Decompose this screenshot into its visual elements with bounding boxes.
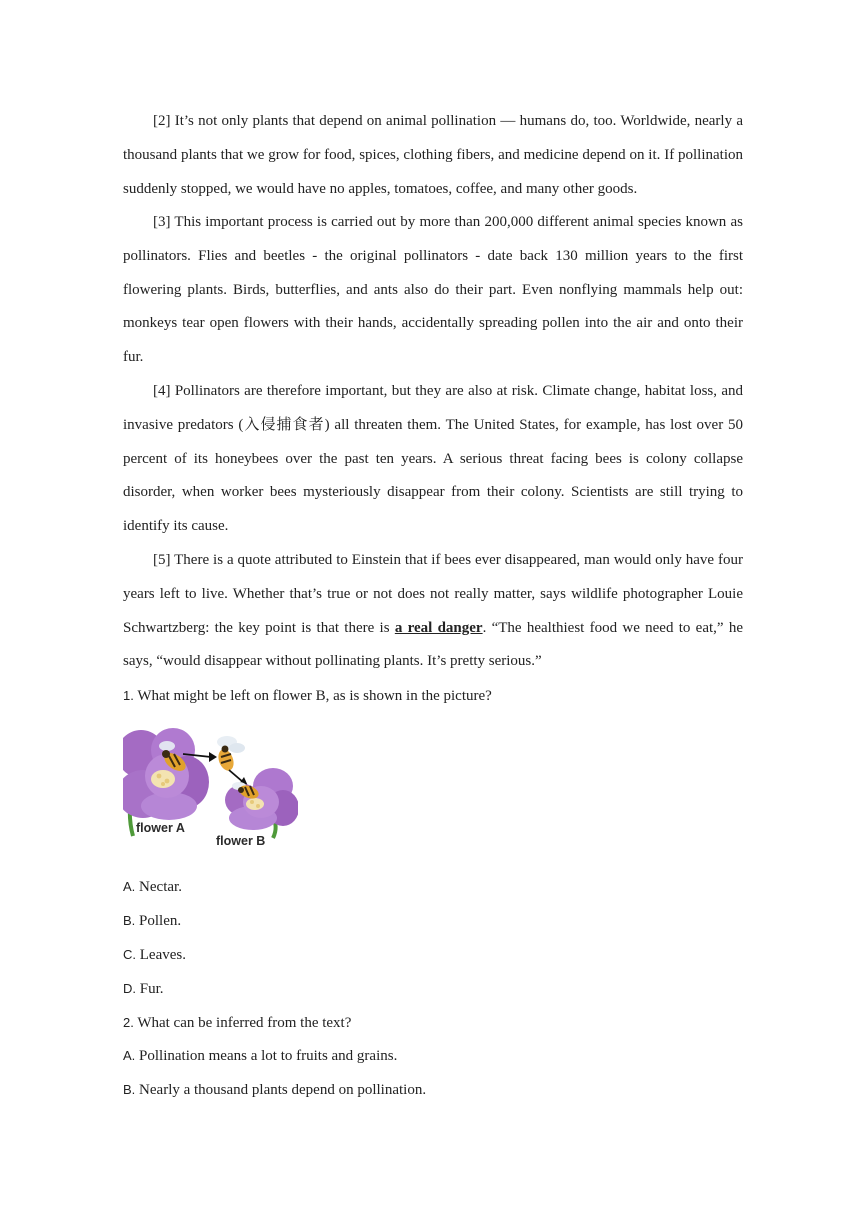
option-text: Pollination means a lot to fruits and grains. bbox=[135, 1048, 398, 1064]
pollination-figure bbox=[123, 724, 298, 852]
paragraph-2: [2] It’s not only plants that depend on animal pollination — humans do, too. Worldwide, nearly a thousand plants that we grow for food, spices, clothing fibers, and medicine depend on it. If pollination suddenly stopped, we would have no apples, tomatoes, coffee, and many other goods. bbox=[123, 113, 743, 197]
option-letter: C. bbox=[123, 947, 136, 962]
option-1b bbox=[123, 911, 181, 931]
option-2a bbox=[123, 1046, 397, 1066]
option-1a bbox=[123, 877, 182, 897]
option-1d bbox=[123, 979, 164, 999]
question-number: 1. bbox=[123, 688, 134, 703]
question-text: What can be inferred from the text? bbox=[133, 1015, 352, 1031]
bee-flying-icon bbox=[216, 736, 245, 773]
option-letter: A. bbox=[123, 1048, 136, 1063]
flower-b-label: flower B bbox=[216, 834, 266, 848]
option-text: Leaves. bbox=[136, 947, 186, 963]
question-1 bbox=[123, 686, 492, 706]
paragraph-5 bbox=[123, 544, 743, 679]
paragraph-5-text-b: . “The healthiest food we need to eat,” he says, “would disappear without pollinating plants. It’s pretty serious.” bbox=[123, 619, 743, 670]
question-text: What might be left on flower B, as is shown in the picture? bbox=[133, 688, 492, 704]
paragraph-3: [3] This important process is carried out by more than 200,000 different animal species known as pollinators. Flies and beetles - the original pollinators - date back 130 million years to the first flowering plants. Birds, butterflies, and ants also do their part. Even nonflying mammals help out: monkeys tear open flowers with their hands, accidentally spreading pollen into the air and onto their fur. bbox=[123, 214, 743, 366]
option-letter: A. bbox=[123, 879, 136, 894]
paragraph-4: [4] Pollinators are therefore important, but they are also at risk. Climate change, habitat loss, and invasive predators (入侵捕食者) all threaten them. The United States, for example, has lost over 50 percent of its honeybees over the past ten years. A serious threat facing bees is colony collapse disorder, when worker bees mysteriously disappear from their colony. Scientists are still trying to identify its cause. bbox=[123, 383, 743, 535]
question-2 bbox=[123, 1013, 351, 1033]
option-text: Fur. bbox=[136, 981, 164, 997]
flower-a-label: flower A bbox=[136, 821, 185, 835]
option-text: Nectar. bbox=[135, 879, 182, 895]
option-text: Pollen. bbox=[135, 913, 182, 929]
option-letter: D. bbox=[123, 981, 136, 996]
option-text: Nearly a thousand plants depend on pollination. bbox=[135, 1082, 427, 1098]
option-1c bbox=[123, 945, 186, 965]
option-letter: B. bbox=[123, 913, 136, 928]
flower-b-icon bbox=[225, 768, 298, 838]
paragraph-5-text-a: [5] There is a quote attributed to Einstein that if bees ever disappeared, man would only have four years left to live. Whether that’s true or not does not really matter, says wildlife photographer Louie Schwartzberg: the key point is that there is bbox=[123, 552, 743, 636]
underlined-phrase: a real danger bbox=[394, 619, 483, 636]
question-number: 2. bbox=[123, 1015, 134, 1030]
option-letter: B. bbox=[123, 1082, 136, 1097]
option-2b bbox=[123, 1080, 426, 1100]
